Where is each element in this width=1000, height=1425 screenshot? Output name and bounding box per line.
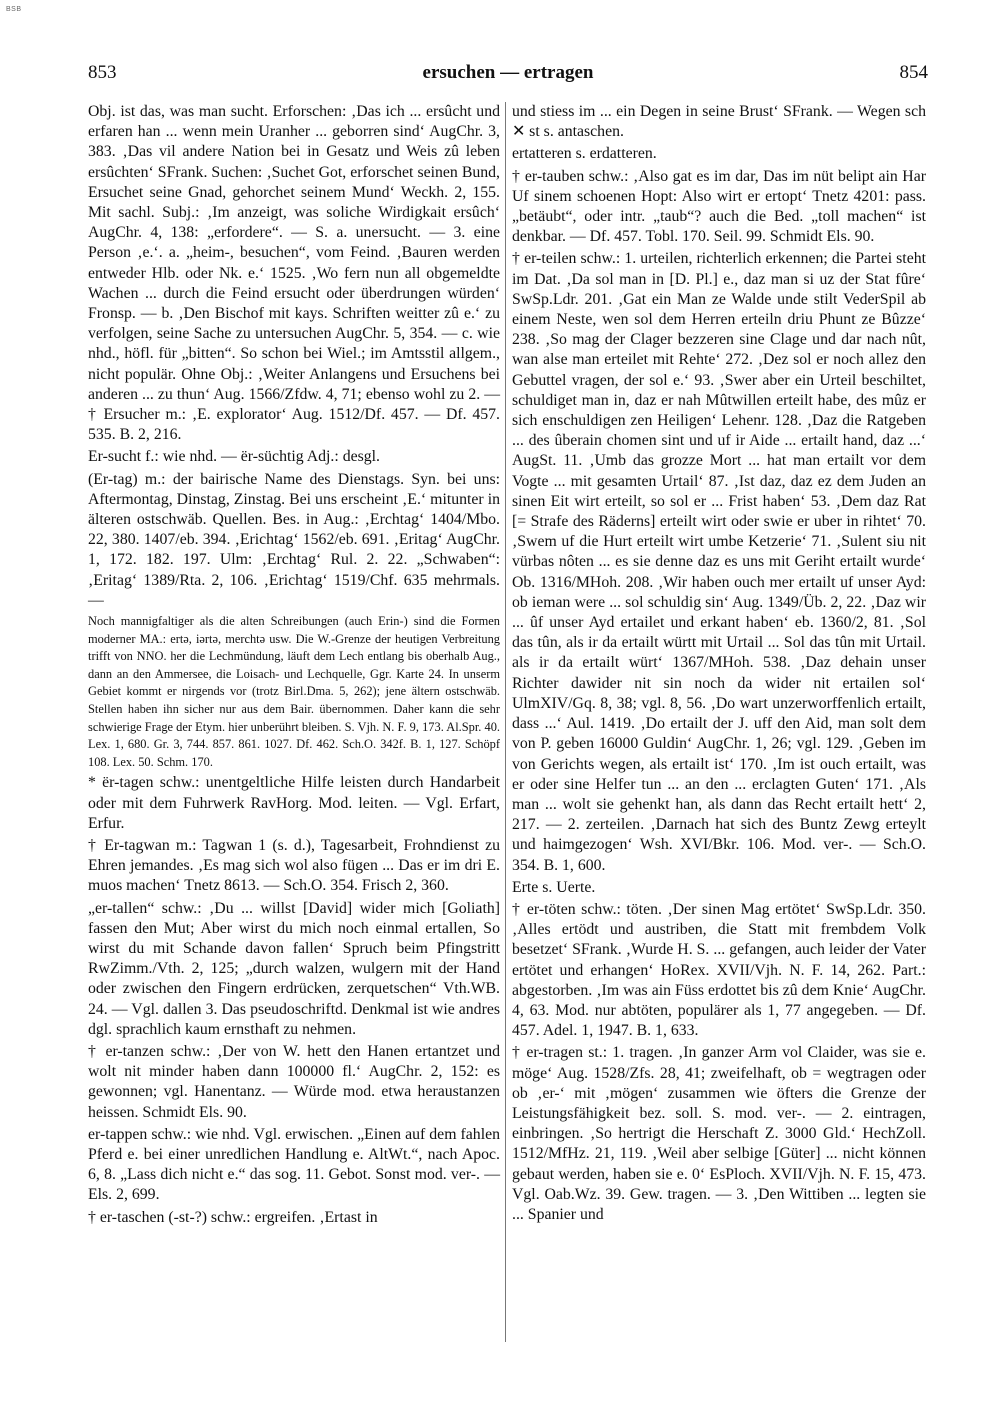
right-column — [512, 102, 926, 1227]
dictionary-entry: Er-sucht f.: wie nhd. — ër-süchtig Adj.: desgl. — [88, 448, 380, 466]
dictionary-entry: † Er-tagwan m.: Tagwan 1 (s. d.), Tagesarbeit, Frohndienst zu Ehren jemandes. ‚Es mag sich wol also fügen ... Das er im dri E. muos machen‘ Tnetz 8613. — Sch.O. 354. Frisch 2, 360. — [88, 837, 500, 895]
dictionary-entry: und stiess im ... ein Degen in seine Brust‘ SFrank. — Wegen sch ✕ st s. antaschen. — [512, 103, 926, 141]
dictionary-entry: * ër-tagen schw.: unentgeltliche Hilfe leisten durch Handarbeit oder mit dem Fuhrwerk RavHorg. Mod. leiten. — Vgl. Erfart, Erfur. — [88, 774, 500, 832]
library-stamp: BSB — [6, 6, 22, 13]
dictionary-entry: † er-tragen st.: 1. tragen. ‚In ganzer Arm vol Claider, was sie e. möge‘ Aug. 1528/Zfs. 28, 41; zweifelhaft, ob = wegtragen oder ob ‚er-‘ mit ‚mögen‘ zusammen wie öfters die Grenze der Leistungsfähigkeit bez. soll. S. mod. ver-. — 2. eintragen, einbringen. ‚So hertrigt die Herschaft Z. 3000 Gld.‘ HechZoll. 1512/MfHz. 21, 119. ‚Weil aber selbige [Güter] ... nicht können gebaut werden, haben sie e. 0‘ EsPloch. XVII/Vjh. N. F. 15, 473. Vgl. Oab.Wz. 39. Gew. tragen. — 3. ‚Den Wittiben ... legten sie ... Spanier und — [512, 1044, 926, 1223]
dictionary-entry: Obj. ist das, was man sucht. Erforschen: ‚Das ich ... ersûcht und erfaren han ... wenn mein Uranher ... geborren sind‘ AugChr. 3, 383. ‚Das vil andere Nation bei in Gesatz und Weis zû leben ersûchten‘ SFrank. Suchen: ‚Suchet Got, erforschet seinen Bund, Ersuchet seine Gnad, gehorchet seinem Mund‘ Weckh. 2, 155. Mit sachl. Subj.: ‚Im anzeigt, was soliche Wirdigkait ersûch‘ AugChr. 4, 138: „erfordere“. — S. a. unersucht. — 3. eine Person ‚e.‘. a. „heim-, besuchen“, vom Feind. ‚Bauren werden entweder Hlb. oder Nk. e.‘ 1525. ‚Wo fern nun all obgemeldte Wachen ... durch die Feind ersucht oder überdrungen würden‘ Fronsp. — b. ‚Den Bischof mit kays. Schriften weitter zû e.‘ zu verfolgen, seine Sache zu untersuchen AugChr. 5, 354. — c. wie nhd., höfl. für „bitten“. So schon bei Wiel.; im Amtsstil allgem., nicht populär. Ohne Obj.: ‚Weiter Anlangens und Ersuchens bei anderen ... zu thun‘ Aug. 1566/Zfdw. 4, 71; ebenso wohl zu 2. — † Ersucher m.: ‚E. explorator‘ Aug. 1512/Df. 457. — Df. 457. 535. B. 2, 216. — [88, 103, 500, 444]
page-number-left: 853 — [88, 62, 117, 83]
page-number-right: 854 — [899, 62, 928, 83]
dictionary-entry: „er-tallen“ schw.: ‚Du ... willst [David] wider mich [Goliath] fassen den Mut; Aber wirst du mich noch einmal ertallen, So wirst du mit Schande davon fallen‘ Spruch beim Pfingstritt RwZimm./Vth. 2, 125; „durch walzen, wulgern mit der Hand oder zwischen den Fingern erdrücken, zerquetschen“ Vth.WB. 24. — Vgl. dallen 3. Das pseudoschriftd. Denkmal ist wie andres dgl. sprachlich kaum ernsthaft zu nehmen. — [88, 899, 500, 1038]
dictionary-entry: er-tappen schw.: wie nhd. Vgl. erwischen. „Einen auf dem fahlen Pferd e. bei einer unredlichen Handlung e. AltWt.“, nach Apoc. 6, 8. „Lass dich nicht e.“ das sog. 11. Gebot. Sonst mod. ver-. — Els. 2, 699. — [88, 1125, 500, 1204]
running-title: ersuchen — ertragen — [422, 62, 594, 83]
dictionary-entry: Noch mannigfaltiger als die alten Schreibungen (auch Erin-) sind die Formen moderner MA.: ertə, iərtə, merchtə usw. Die W.-Grenze der heutigen Verbreitung trifft von NNO. her die Lechmündung, läuft dem Lech entlang bis oberhalb Aug., dann an den Ammersee, die Loisach- und Lechquelle, Ggr. Karte 24. In unserm Gebiet kommt er nirgends vor (trotz Birl.Dma. 5, 262); jene ältern ostschwäb. Stellen haben ihn sicher nur aus dem Bair. übernommen. Daher kann die sehr schwierige Frage der Etym. hier unberührt bleiben. S. Vjh. N. F. 9, 173. Al.Spr. 40. Lex. 1, 680. Gr. 3, 744. 857. 861. 1027. Df. 462. Sch.O. 342f. B. 1, 127. Schöpf 108. Lex. 50. Schm. 170. — [88, 614, 500, 769]
column-divider — [505, 102, 506, 1342]
dictionary-entry: † er-tanzen schw.: ‚Der von W. hett den Hanen ertantzet und wolt nit minder haben dann 100000 fl.‘ AugChr. 2, 152: es gewonnen; vgl. Hanentanz. — Würde mod. etwa heraustanzen heissen. Schmidt Els. 90. — [88, 1043, 500, 1121]
dictionary-entry: † er-taschen (-st-?) schw.: ergreifen. ‚Ertast in — [88, 1208, 378, 1226]
dictionary-entry: † er-teilen schw.: 1. urteilen, richterlich erkennen; die Partei steht im Dat. ‚Da sol man in [D. Pl.] e., daz man si uz der Stat fûre‘ SwSp.Ldr. 201. ‚Gat ein Man ze Walde unde stilt VederSpil ab einem Neste, wen sol dem Herren erteiln driu Phunt ze Bûzze‘ 238. ‚So mag der Clager bezzeren sine Clage und dar nach nût, wan alse man erteilet mit Rehte‘ 272. ‚Dez sol er noch allez den Gebuttel vragen, der sol e.‘ 93. ‚Swer aber ein Urteil beschiltet, schuldiget man in, daz er nah Mûtwillen erteilt habe, des mûz er sich enschuldigen zen Heiligen‘ Lehenr. 128. ‚Daz die Ratgeben ... des ûberain chomen sint und uf ir Aide ... ertailt hand, daz ...‘ AugSt. 11. ‚Umb das grozze Mort ... hat man ertailt vor dem Vogte ... mit gesamten Urtail‘ 87. ‚Ist daz, daz ez dem Juden an sinen Eit wirt erteilt, so sol er ... Frist haben‘ 53. ‚Dem daz Rat [= Strafe des Räderns] erteilt wirt oder swie er uber in rihtet‘ 70. ‚Swem uf die Hurt erteilt wirt umbe Ketzerie‘ 71. ‚Sulent siu nit vürbas nôten ... es sie denne daz es uns mit Geriht ertailt wurde‘ Ob. 1316/MHoh. 208. ‚Wir haben ouch mer ertailt uf unser Ayd: ob ieman were ... sol schuldig sin‘ Aug. 1349/Üb. 2, 22. ‚Daz wir ... ûf unser Ayd ertailet und erkant haben‘ eb. 1360/2, 81. ‚Sol das tûn, als ir da ertailt württ mit Urtail ... Sol das tûn mit Urtail. als ir da ertailt würt‘ 1367/MHoh. 538. ‚Daz dehain unser Richter dawider nit sin noch da wider nit ertailen sol‘ UlmXIV/Gq. 8, 38; vgl. 8, 56. ‚Do wart unzerworffenlich ertailt, dass ...‘ Aul. 1419. ‚Do ertailt der J. uff den Aid, man solt dem von P. geben 16000 Guldin‘ AugChr. 1, 26; vgl. 129. ‚Geben im von Gerichts wegen, als ertailt ist‘ 170. ‚Im ist ouch ertailt, was er oder sine Helfer tun ... an den ... erclagten Guten‘ 171. ‚Als man ... wolt sie gehenkt han, als dann das Recht ertailt hett‘ 2, 217. — 2. zerteilen. ‚Darnach hat sich des Buntz Zewg erteylt und haimgezogen‘ Wsh. XVI/Bkr. 106. Mod. ver-. — Sch.O. 354. B. 1, 600. — [512, 250, 926, 874]
page-header — [88, 62, 928, 86]
dictionary-entry: † er-töten schw.: töten. ‚Der sinen Mag ertötet‘ SwSp.Ldr. 350. ‚Alles ertödt und austriben, die Statt mit frembdem Volk besetzet‘ SFrank. ‚Wurde H. S. ... gefangen, auch leider der Vater ertötet und erhangen‘ HoRex. XVII/Vjh. N. F. 14, 262. Part.: abgestorben. ‚Im was ain Füss erdottet bis zû dem Knie‘ AugChr. 4, 63. Mod. nur abtöten, populärer als 1, 77 angegeben. — Df. 457. Adel. 1, 1947. B. 1, 633. — [512, 900, 926, 1040]
dictionary-entry: † er-tauben schw.: ‚Also gat es im dar, Das im nüt belipt ain Har Uf sinem schoenen Hopt: Also wirt er ertopt‘ Tnetz 4201: pass. „betäubt“, oder intr. „taub“? auch die Bed. „toll machen“ ist denkbar. — Df. 457. Tobl. 170. Seil. 99. Schmidt Els. 90. — [512, 167, 926, 246]
dictionary-entry: Erte s. Uerte. — [512, 878, 596, 896]
dictionary-entry: ertatteren s. erdatteren. — [512, 145, 657, 163]
left-column — [88, 102, 500, 1230]
dictionary-entry: (Er-tag) m.: der bairische Name des Dienstags. Syn. bei uns: Aftermontag, Dinstag, Zinstag. Bei uns erscheint ‚E.‘ mitunter in älteren ostschwäb. Quellen. Bes. in Aug.: ‚Erchtag‘ 1404/Mbo. 22, 380. 1407/eb. 394. ‚Erichtag‘ 1562/eb. 691. ‚Eritag‘ AugChr. 1, 172. 182. 197. Ulm: ‚Erchtag‘ Rul. 2. 22. „Schwaben“: ‚Eritag‘ 1389/Rta. 2, 106. ‚Erichtag‘ 1519/Chf. 635 mehrmals. — — [88, 470, 500, 609]
